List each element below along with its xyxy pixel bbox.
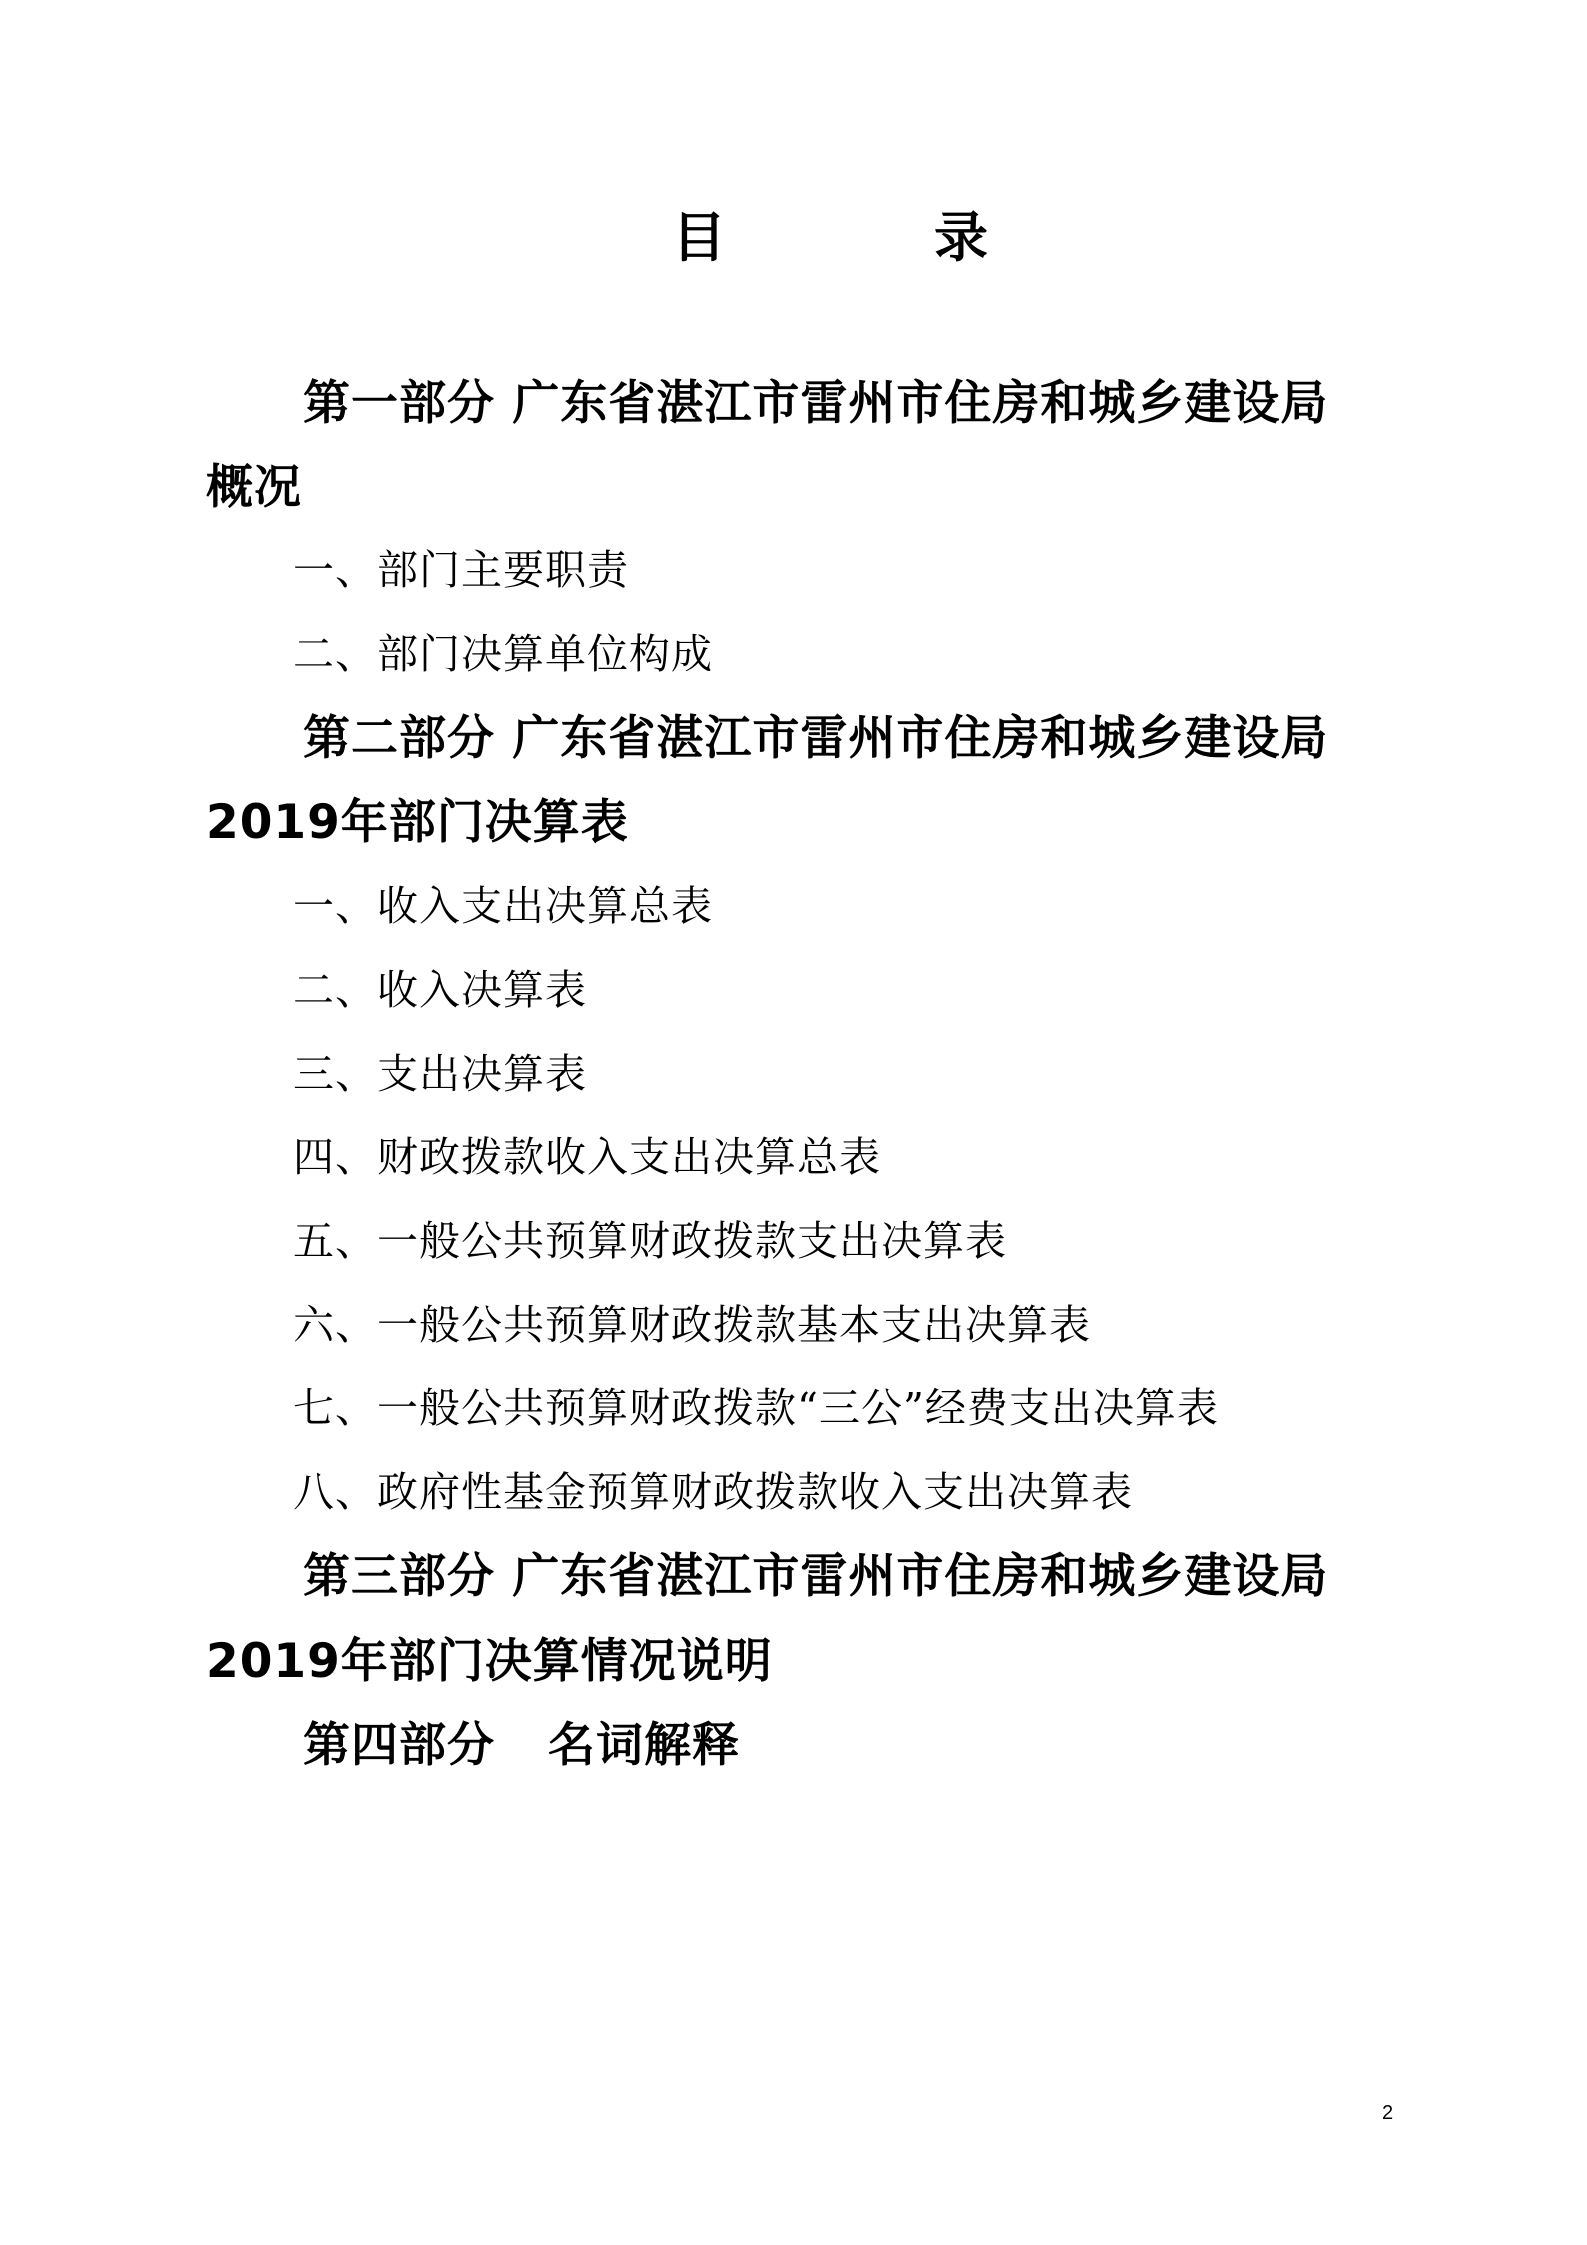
toc-item[interactable]: 二、收入决算表 (293, 966, 587, 1014)
toc-part1-heading-cont[interactable]: 概况 (206, 460, 302, 515)
toc-part4-title[interactable]: 名词解释 (548, 1718, 740, 1773)
toc-part1-heading[interactable]: 第一部分 广东省湛江市雷州市住房和城乡建设局 (303, 376, 1329, 431)
toc-title-char-2: 录 (934, 206, 988, 269)
toc-item[interactable]: 一、收入支出决算总表 (293, 882, 713, 930)
toc-part2-heading[interactable]: 第二部分 广东省湛江市雷州市住房和城乡建设局 (303, 711, 1329, 766)
toc-item[interactable]: 六、一般公共预算财政拨款基本支出决算表 (293, 1301, 1091, 1349)
toc-item[interactable]: 三、支出决算表 (293, 1050, 587, 1098)
toc-item[interactable]: 四、财政拨款收入支出决算总表 (293, 1133, 881, 1181)
toc-item[interactable]: 二、部门决算单位构成 (293, 630, 713, 678)
toc-title-char-1: 目 (672, 206, 726, 269)
toc-part3-heading-cont[interactable]: 2019年部门决算情况说明 (206, 1634, 773, 1689)
toc-item[interactable]: 七、一般公共预算财政拨款“三公”经费支出决算表 (293, 1384, 1219, 1432)
page-number: 2 (1382, 2102, 1394, 2124)
toc-item[interactable]: 五、一般公共预算财政拨款支出决算表 (293, 1217, 1007, 1265)
toc-part2-heading-cont[interactable]: 2019年部门决算表 (206, 795, 629, 850)
toc-part4-label[interactable]: 第四部分 (303, 1718, 495, 1773)
toc-item[interactable]: 一、部门主要职责 (293, 546, 629, 594)
toc-item[interactable]: 八、政府性基金预算财政拨款收入支出决算表 (293, 1468, 1133, 1516)
toc-part3-heading[interactable]: 第三部分 广东省湛江市雷州市住房和城乡建设局 (303, 1549, 1329, 1604)
